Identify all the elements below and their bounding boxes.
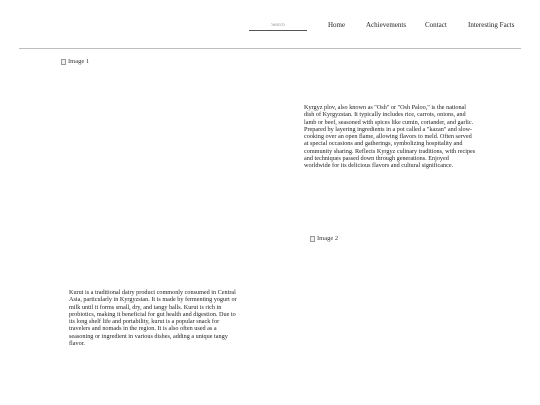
nav-link-contact[interactable]: Contact <box>425 21 447 29</box>
broken-image-icon <box>61 59 66 65</box>
plov-description: Kyrgyz plov, also known as "Osh" or "Osh Paloo," is the national dish of Kyrgyzstan. It typically includes rice, carrots, onions, and lamb or beef, seasoned with spices like cumin, coriander, and garlic. Prepared by layering ingredients in a pot called a "kazan" and slow-cooking over an open flame, allowing flavors to meld. Often served at special occasions and gatherings, symbolizing hospitality and community sharing. Reflects Kyrgyz culinary traditions, with recipes and techniques passed down through generations. Enjoyed worldwide for its delicious flavors and cultural significance. <box>304 104 476 170</box>
header-divider <box>19 48 521 49</box>
image-1-alt-text: Image 1 <box>68 58 90 65</box>
nav-link-home[interactable]: Home <box>328 21 346 29</box>
nav-link-interesting-facts[interactable]: Interesting Facts <box>468 21 515 29</box>
nav-link-achievements[interactable]: Achievements <box>366 21 407 29</box>
broken-image-icon <box>310 236 315 242</box>
top-navigation <box>0 18 540 34</box>
image-2-placeholder <box>310 235 338 242</box>
kurut-description: Kurut is a traditional dairy product commonly consumed in Central Asia, particularly in Kyrgyzstan. It is made by fermenting yogurt or milk until it forms small, dry, and tangy balls. Kurut is rich in probiotics, making it beneficial for gut health and digestion. Due to its long shelf life and portability, kurut is a popular snack for travelers and nomads in the region. It is also often used as a seasoning or ingredient in various dishes, adding a unique tangy flavor. <box>69 289 237 348</box>
image-2-alt-text: Image 2 <box>317 235 339 242</box>
search-input[interactable] <box>249 20 307 31</box>
image-1-placeholder <box>61 58 89 65</box>
